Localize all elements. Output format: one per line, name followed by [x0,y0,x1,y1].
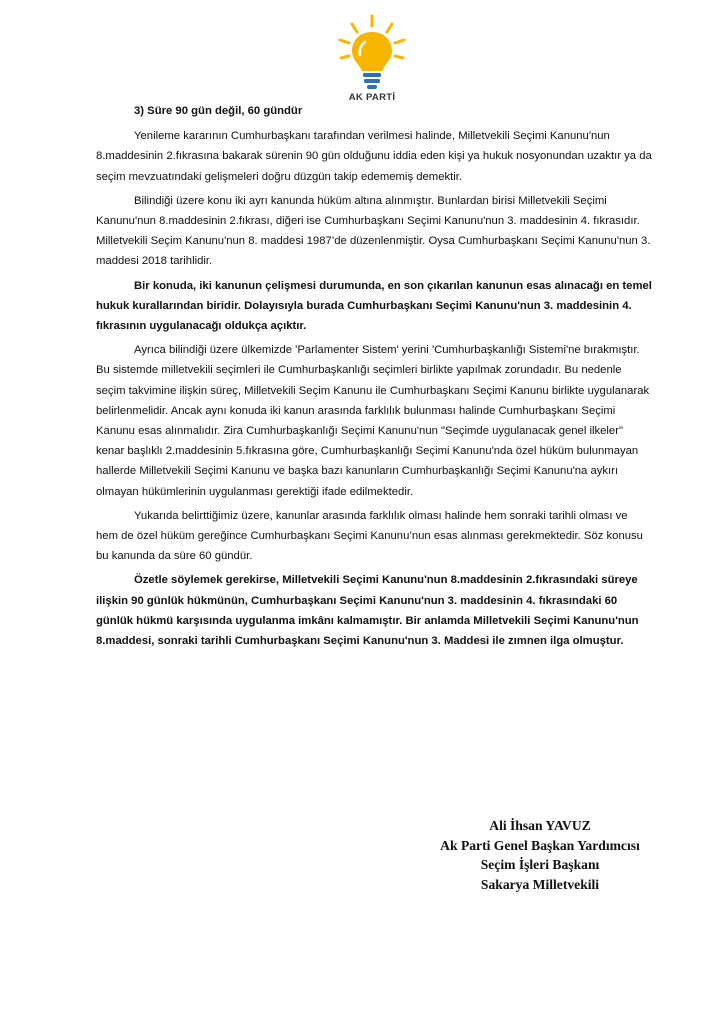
paragraph: Yukarıda belirttiğimiz üzere, kanunlar arasında farklılık olması halinde hem sonraki tarihli olması ve hem de özel hüküm gereğince Cumhurbaşkanı Seçimi Kanunu’nun esas alınması gerekmektedir. Söz konusu bu kanunda da süre 60 gündür. [96,509,643,563]
paragraph: Yenileme kararının Cumhurbaşkanı tarafından verilmesi halinde, Milletvekili Seçimi Kanunu'nun 8.maddesinin 2.fıkrasına bakarak sürenin 90 gün olduğunu iddia eden kişi ya hukuk nosyonundan uzaktır ya da seçim mevzuatındaki gelişmeleri doğru düzgün takip edememiş demektir. [96,130,652,183]
document-body [96,101,652,655]
signature-block [420,816,660,894]
paragraph: Bilindiği üzere konu iki ayrı kanunda hüküm altına alınmıştır. Bunlardan birisi Milletvekili Seçimi Kanunu'nun 8.maddesinin 2.fıkrası, diğeri ise Cumhurbaşkanı Seçimi Kanunu'nun 3. maddesinin 4. fıkrasıdır. Milletvekili Seçim Kanunu'nun 8. maddesi 1987’de düzenlenmiştir. Oysa Cumhurbaşkanı Seçimi Kanunu'nun 3. maddesi 2018 tarihlidir. [96,194,651,268]
signatory-name: Ali İhsan YAVUZ [489,818,591,833]
ak-parti-logo [336,14,408,106]
section-heading: 3) Süre 90 gün değil, 60 gündür [134,105,303,117]
logo-wordmark: AK PARTİ [348,92,396,103]
paragraph: Ayrıca bilindiği üzere ülkemizde 'Parlamenter Sistem' yerini 'Cumhurbaşkanlığı Sistemi'ne bırakmıştır. Bu sistemde milletvekili seçimleri ile Cumhurbaşkanlığı seçimleri birlikte yapılmak zorundadır. Bu nedenle seçim takvimine ilişkin süreç, Milletvekili Seçim Kanunu ile Cumhurbaşkanı Seçimi Kanunu birlikte uygulanarak belirlenmelidir. Ancak aynı konuda iki kanun arasında farklılık bulunması halinde Cumhurbaşkanı Seçimi Kanunu esas alınmalıdır. Zira Cumhurbaşkanlığı Seçimi Kanunu'nun "Seçimde uygulanacak genel ilkeler" kenar başlıklı 2.maddesinin 5.fıkrasına göre, Cumhurbaşkanlığı Seçimi Kanunu'nda özel hüküm bulunmayan hallerde Milletvekili Seçimi Kanunu ve başka bazı kanunların Cumhurbaşkanlığı Seçimi Kanunu'na aykırı olmayan hükümlerinin uygulanması gerektiği ifade edilmektedir. [96,344,650,498]
signatory-constituency: Sakarya Milletvekili [480,876,600,892]
signatory-role: Seçim İşleri Başkanı [480,857,600,873]
paragraph-bold: Özetle söylemek gerekirse, Milletvekili Seçimi Kanunu'nun 8.maddesinin 2.fıkrasındaki süreye ilişkin 90 günlük hükmünün, Cumhurbaşkanı Seçimi Kanunu'nun 3. maddesinin 4. fıkrasındaki 60 günlük hükmü karşısında uygulanma imkânı kalmamıştır. Bir anlamda Milletvekili Seçimi Kanunu'nun 8.maddesi, sonraki tarihli Cumhurbaşkanı Seçimi Kanunu'nun 3. Maddesi ile zımnen ilga olmuştur. [96,574,639,648]
paragraph-bold: Bir konuda, iki kanunun çelişmesi durumunda, en son çıkarılan kanunun esas alınacağı en temel hukuk kurallarından biridir. Dolayısıyla burada Cumhurbaşkanı Seçimi Kanunu'nun 3. maddesinin 4. fıkrasının uygulanacağı oldukça açıktır. [96,279,652,333]
lightbulb-icon [336,14,408,92]
signatory-title: Ak Parti Genel Başkan Yardımcısı [440,837,640,853]
